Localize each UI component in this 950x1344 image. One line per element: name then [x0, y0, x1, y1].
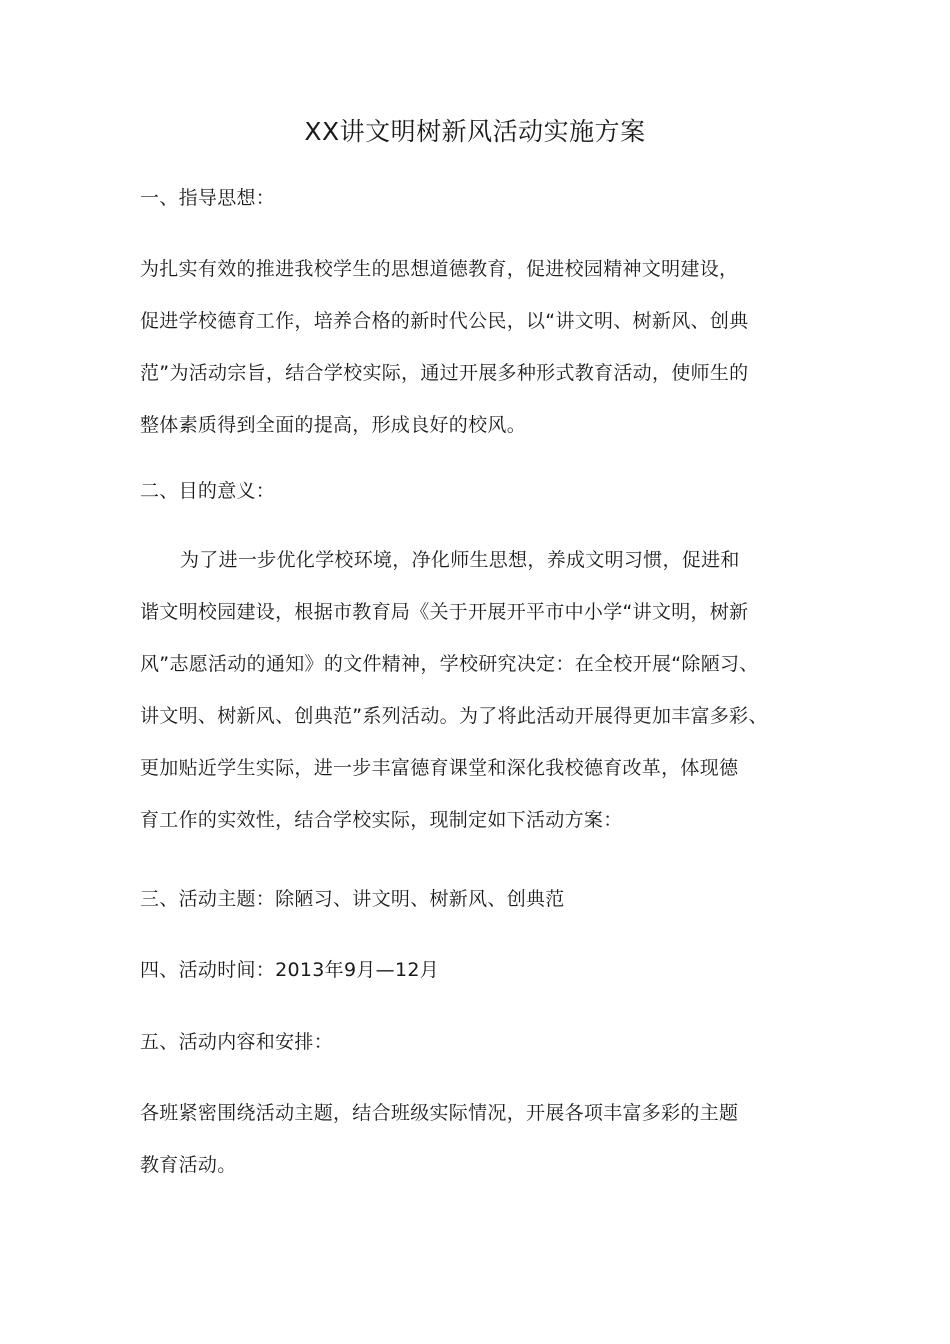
paragraph-line: 风”志愿活动的通知》的文件精神，学校研究决定：在全校开展“除陋习、: [140, 653, 759, 675]
paragraph-line: 范”为活动宗旨，结合学校实际，通过开展多种形式教育活动，使师生的: [140, 362, 749, 384]
section-heading-theme: 三、活动主题：除陋习、讲文明、树新风、创典范: [140, 888, 565, 910]
paragraph-line: 更加贴近学生实际，进一步丰富德育课堂和深化我校德育改革，体现德: [140, 757, 739, 779]
paragraph-purpose: [140, 545, 768, 857]
paragraph-line: 教育活动。: [140, 1154, 237, 1176]
paragraph-line: 为了进一步优化学校环境，净化师生思想，养成文明习惯，促进和: [180, 549, 740, 571]
paragraph-line: 促进学校德育工作，培养合格的新时代公民，以“讲文明、树新风、创典: [140, 310, 749, 332]
paragraph-line: 各班紧密围绕活动主题，结合班级实际情况，开展各项丰富多彩的主题: [140, 1102, 739, 1124]
document-title: XX讲文明树新风活动实施方案: [304, 117, 646, 146]
paragraph-line: 谐文明校园建设，根据市教育局《关于开展开平市中小学“讲文明，树新: [140, 601, 749, 623]
paragraph-line: 整体素质得到全面的提高，形成良好的校风。: [140, 414, 527, 436]
paragraph-line: 育工作的实效性，结合学校实际，现制定如下活动方案：: [140, 809, 623, 831]
paragraph-content: [140, 1098, 738, 1202]
section-heading-time: 四、活动时间：2013年9月—12月: [140, 959, 440, 981]
paragraph-line: 讲文明、树新风、创典范”系列活动。为了将此活动开展得更加丰富多彩、: [140, 705, 768, 727]
section-heading-purpose: 二、目的意义：: [140, 480, 276, 502]
paragraph-guiding-ideology: [140, 254, 748, 462]
paragraph-line: 为扎实有效的推进我校学生的思想道德教育，促进校园精神文明建设，: [140, 258, 739, 280]
section-heading-content: 五、活动内容和安排：: [140, 1031, 334, 1053]
section-heading-guiding-ideology: 一、指导思想：: [140, 187, 276, 209]
